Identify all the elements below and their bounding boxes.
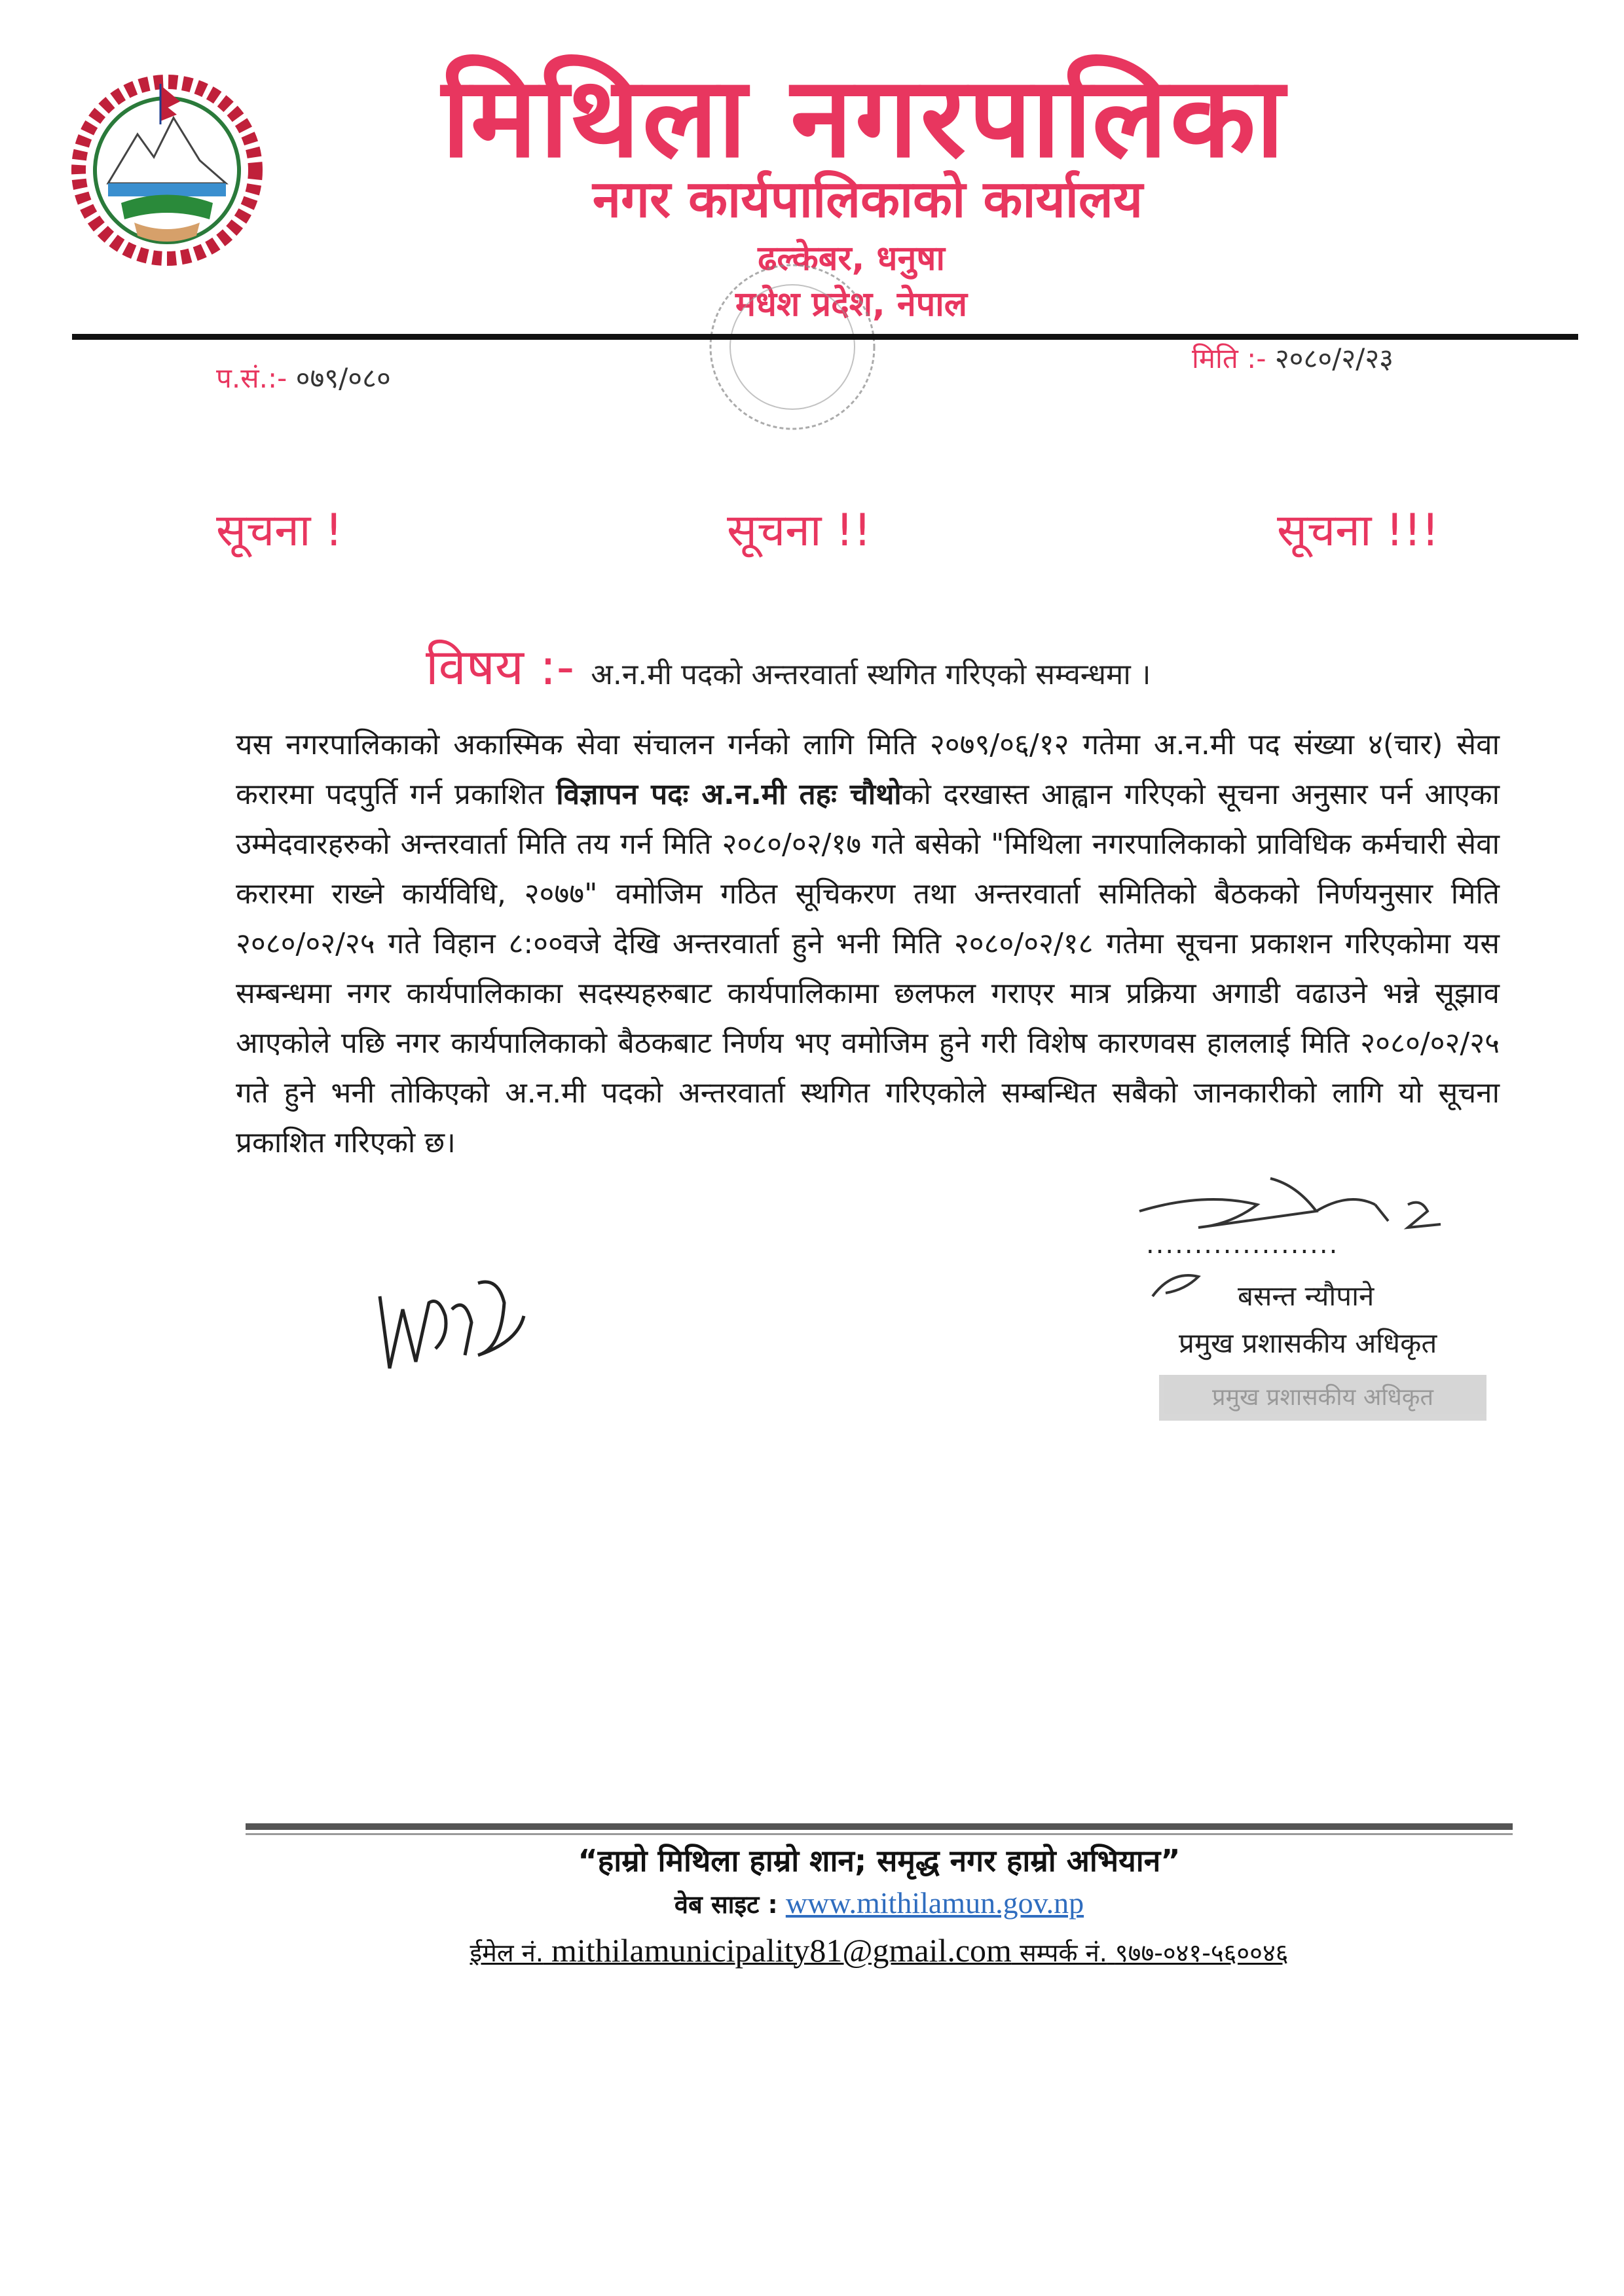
notice-heading-3: सूचना !!! xyxy=(1277,505,1439,556)
initial-signature-icon xyxy=(367,1257,537,1388)
notice-heading-1: सूचना ! xyxy=(216,505,343,556)
body-bold-advert: विज्ञापन पदः अ.न.मी तहः चौथो xyxy=(556,778,902,811)
office-stamp-icon xyxy=(655,249,930,458)
reference-number xyxy=(216,359,391,396)
subject-text: अ.न.मी पदको अन्तरवार्ता स्थगित गरिएको सम्वन्धमा । xyxy=(591,658,1151,691)
footer-divider xyxy=(246,1823,1513,1830)
reference-label: प.सं.:- xyxy=(216,362,287,394)
phone-number: ९७७-०४१-५६००४६ xyxy=(1115,1939,1289,1967)
address-line-2: मधेश प्रदेश, नेपाल xyxy=(735,285,968,324)
municipality-title: मिथिला नगरपालिका xyxy=(441,53,1287,183)
office-subtitle: नगर कार्यपालिकाको कार्यालय xyxy=(592,170,1143,229)
subject-label: विषय :- xyxy=(426,638,575,696)
notice-heading-2: सूचना !! xyxy=(727,505,872,556)
body-part-1: यस नगरपालिकाको अकास्मिक सेवा संचालन गर्नको लागि मिति २०७९/०६/१२ गतेमा अ.न.मी पद संख्या ४(चार) सेवा करारमा पदपुर्ति गर्न प्रकाशित xyxy=(236,728,1500,811)
website-label: वेब साइट : xyxy=(674,1890,778,1919)
signatory-title: प्रमुख प्रशासकीय अधिकृत xyxy=(1179,1327,1437,1359)
footer-website xyxy=(246,1886,1513,1921)
body-part-2: को दरखास्त आह्वान गरिएको सूचना अनुसार पर्न आएका उम्मेदवारहरुको अन्तरवार्ता मिति तय गर्न मिति २०८०/०२/१७ गते बसेको "मिथिला नगरपालिकाको प्राविधिक कर्मचारी सेवा करारमा राख्ने कार्यविधि, २०७७" वमोजिम गठित सूचिकरण तथा अन्तरवार्ता समितिको बैठकको निर्णयनुसार मिति २०८०/०२/२५ गते विहान ८:००वजे देखि अन्तरवार्ता हुने भनी मिति २०८०/०२/१८ गतेमा सूचना प्रकाशन गरिएकोमा यस सम्बन्धमा नगर कार्यपालिकाका सदस्यहरुबाट कार्यपालिकामा छलफल गराएर मात्र प्रक्रिया अगाडी वढाउने भन्ने सूझाव आएकोले पछि नगर कार्यपालिकाको बैठकबाट निर्णय भए वमोजिम हुने गरी विशेष कारणवस हाललाई मिति २०८०/०२/२५ गते हुने भनी तोकिएको अ.न.मी पदको अन्तरवार्ता स्थगित गरिएकोले सम्बन्धित सबैको जानकारीको लागि यो सूचना प्रकाशित गरिएको छ। xyxy=(236,778,1500,1159)
signatory-name: बसन्त न्यौपाने xyxy=(1238,1280,1375,1312)
footer-divider-thin xyxy=(246,1833,1513,1835)
email-label: ईमेल नं. xyxy=(470,1939,544,1967)
body-paragraph xyxy=(236,720,1500,1168)
website-link[interactable]: www.mithilamun.gov.np xyxy=(785,1886,1084,1920)
date-label: मिति :- xyxy=(1192,342,1266,374)
signatory-stamp: प्रमुख प्रशासकीय अधिकृत xyxy=(1159,1375,1486,1421)
reference-value: ०७९/०८० xyxy=(295,362,391,394)
email-address[interactable]: mithilamunicipality81@gmail.com xyxy=(551,1932,1012,1969)
address-line-1: ढल्केबर, धनुषा xyxy=(758,239,945,278)
letter-date xyxy=(1192,339,1393,376)
subject-line xyxy=(426,632,1539,699)
nepal-emblem-icon xyxy=(69,72,265,268)
signature-dots: .................... xyxy=(1146,1230,1339,1260)
date-value: २०८०/२/२३ xyxy=(1274,342,1394,374)
phone-label: सम्पर्क नं. xyxy=(1020,1939,1107,1967)
footer-contact xyxy=(246,1931,1513,1969)
signature-icon xyxy=(1100,1165,1559,1467)
footer-slogan: “हाम्रो मिथिला हाम्रो शान; समृद्ध नगर हाम्रो अभियान” xyxy=(578,1843,1181,1878)
